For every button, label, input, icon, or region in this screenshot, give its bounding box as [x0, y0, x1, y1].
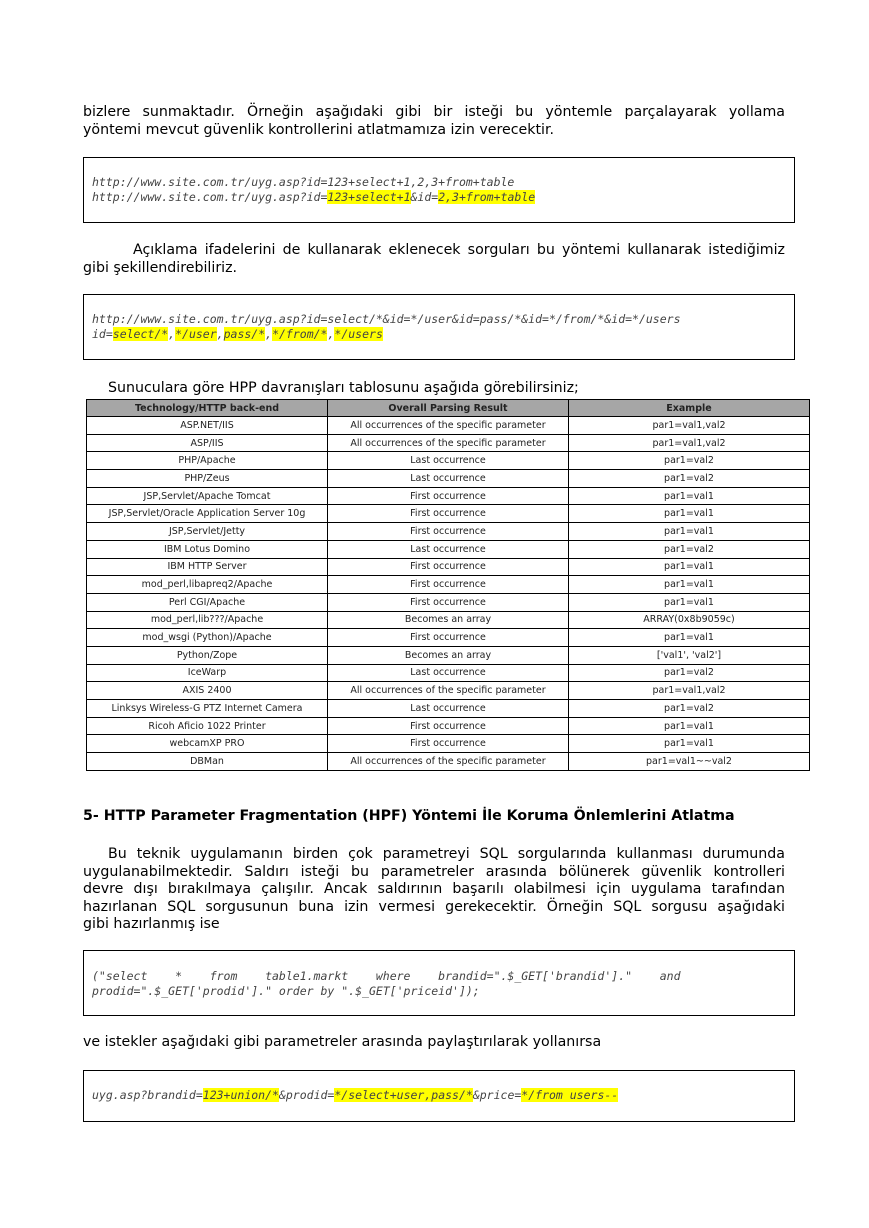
- table-cell: Last occurrence: [328, 664, 569, 682]
- code-3-line-2: prodid=".$_GET['prodid']." order by ".$_GET['priceid']);: [92, 984, 480, 998]
- table-cell: par1=val1: [569, 523, 810, 541]
- table-row: [87, 558, 810, 576]
- table-cell: ['val1', 'val2']: [569, 646, 810, 664]
- table-row: [87, 664, 810, 682]
- highlight: select/*: [112, 327, 169, 341]
- code-2-line-1: http://www.site.com.tr/uyg.asp?id=select/*&id=*/user&id=pass/*&id=*/from/*&id=*/users: [92, 312, 681, 326]
- table-cell: Last occurrence: [328, 700, 569, 718]
- code-text: &price=: [472, 1088, 522, 1102]
- code-text: ,: [265, 327, 273, 341]
- table-cell: par1=val2: [569, 470, 810, 488]
- table-cell: All occurrences of the specific parameter: [328, 417, 569, 435]
- table-cell: DBMan: [87, 753, 328, 771]
- code-block-1: [83, 157, 795, 223]
- table-cell: mod_perl,libapreq2/Apache: [87, 576, 328, 594]
- table-row: [87, 700, 810, 718]
- para-3-line-1: Bu teknik uygulamanın birden çok parametreyi SQL sorgularında kullanması durumunda: [108, 846, 785, 862]
- table-cell: JSP,Servlet/Apache Tomcat: [87, 487, 328, 505]
- table-cell: IBM HTTP Server: [87, 558, 328, 576]
- table-cell: mod_wsgi (Python)/Apache: [87, 629, 328, 647]
- table-cell: par1=val1,val2: [569, 434, 810, 452]
- table-row: [87, 611, 810, 629]
- para-3-line-3: devre dışı bırakılmaya çalışılır. Ancak saldırının başarılı olabilmesi için uygulama tarafından: [83, 881, 785, 897]
- column-header: Example: [569, 400, 810, 417]
- table-cell: All occurrences of the specific parameter: [328, 434, 569, 452]
- highlight: 123+select+1: [327, 190, 411, 204]
- table-cell: par1=val1: [569, 558, 810, 576]
- highlight: */from/*: [272, 327, 328, 341]
- column-header: Overall Parsing Result: [328, 400, 569, 417]
- code-text: uyg.asp?brandid=: [92, 1088, 203, 1102]
- table-row: [87, 434, 810, 452]
- paragraph-2: [83, 242, 785, 277]
- table-row: [87, 593, 810, 611]
- code-text: ,: [327, 327, 335, 341]
- table-cell: ARRAY(0x8b9059c): [569, 611, 810, 629]
- table-cell: All occurrences of the specific parameter: [328, 682, 569, 700]
- code-1-line-2: [92, 190, 535, 204]
- table-cell: Last occurrence: [328, 540, 569, 558]
- table-cell: par1=val1~~val2: [569, 753, 810, 771]
- code-text: http://www.site.com.tr/uyg.asp?id=: [92, 190, 328, 204]
- table-cell: First occurrence: [328, 487, 569, 505]
- code-text: ,: [168, 327, 176, 341]
- table-cell: Last occurrence: [328, 452, 569, 470]
- table-row: [87, 629, 810, 647]
- highlight: 2,3+from+table: [438, 190, 536, 204]
- table-row: [87, 417, 810, 435]
- table-cell: First occurrence: [328, 558, 569, 576]
- table-row: [87, 452, 810, 470]
- table-cell: AXIS 2400: [87, 682, 328, 700]
- code-block-2: [83, 294, 795, 360]
- table-cell: First occurrence: [328, 505, 569, 523]
- para-3-line-5: gibi hazırlanmış ise: [83, 916, 220, 932]
- table-cell: First occurrence: [328, 735, 569, 753]
- section-heading: 5- HTTP Parameter Fragmentation (HPF) Yöntemi İle Koruma Önlemlerini Atlatma: [83, 808, 735, 824]
- code-text: ,: [216, 327, 224, 341]
- table-cell: First occurrence: [328, 717, 569, 735]
- table-cell: All occurrences of the specific parameter: [328, 753, 569, 771]
- hpp-behavior-table: [86, 399, 810, 771]
- highlight: */select+user,pass/*: [334, 1088, 473, 1102]
- table-cell: par1=val1: [569, 576, 810, 594]
- code-text: &id=: [410, 190, 439, 204]
- highlight: */user: [175, 327, 217, 341]
- intro-line-2: yöntemi mevcut güvenlik kontrollerini atlatmamıza izin verecektir.: [83, 121, 555, 138]
- table-cell: ASP.NET/IIS: [87, 417, 328, 435]
- table-cell: par1=val1: [569, 505, 810, 523]
- highlight: */from users--: [521, 1088, 619, 1102]
- code-block-3: [83, 950, 795, 1016]
- intro-line-1: bizlere sunmaktadır. Örneğin aşağıdaki gibi bir isteği bu yöntemle parçalayarak yollama: [83, 104, 785, 120]
- code-3-line-1: ("select * from table1.markt where brandid=".$_GET['brandid']." and: [92, 969, 681, 983]
- table-row: [87, 505, 810, 523]
- paragraph-3: [83, 846, 785, 934]
- table-row: [87, 576, 810, 594]
- intro-paragraph: [83, 104, 785, 139]
- highlight: */users: [334, 327, 383, 341]
- table-cell: par1=val1,val2: [569, 682, 810, 700]
- table-cell: par1=val2: [569, 700, 810, 718]
- code-1-line-1: http://www.site.com.tr/uyg.asp?id=123+select+1,2,3+from+table: [92, 175, 515, 189]
- table-cell: First occurrence: [328, 593, 569, 611]
- code-4-line-1: [92, 1088, 618, 1102]
- para-3-line-4: hazırlanan SQL sorgusunun buna izin vermesi gerekecektir. Örneğin SQL sorgusu aşağıdaki: [83, 898, 785, 915]
- highlight: 123+union/*: [202, 1088, 279, 1102]
- table-cell: First occurrence: [328, 629, 569, 647]
- table-cell: par1=val1: [569, 487, 810, 505]
- table-header-row: [87, 400, 810, 417]
- table-cell: Linksys Wireless-G PTZ Internet Camera: [87, 700, 328, 718]
- highlight: pass/*: [223, 327, 266, 341]
- table-cell: First occurrence: [328, 523, 569, 541]
- table-cell: Ricoh Aficio 1022 Printer: [87, 717, 328, 735]
- table-cell: PHP/Zeus: [87, 470, 328, 488]
- table-cell: par1=val1: [569, 629, 810, 647]
- table-cell: par1=val1,val2: [569, 417, 810, 435]
- table-cell: Becomes an array: [328, 611, 569, 629]
- table-cell: IBM Lotus Domino: [87, 540, 328, 558]
- para-2-line-1: Açıklama ifadelerini de kullanarak eklenecek sorguları bu yöntemi kullanarak istediğimiz: [133, 242, 785, 258]
- table-row: [87, 682, 810, 700]
- table-caption: Sunuculara göre HPP davranışları tablosunu aşağıda görebilirsiniz;: [108, 380, 579, 396]
- table-row: [87, 717, 810, 735]
- table-cell: par1=val1: [569, 717, 810, 735]
- table-row: [87, 470, 810, 488]
- table-cell: Perl CGI/Apache: [87, 593, 328, 611]
- para-2-line-2: gibi şekillendirebiliriz.: [83, 259, 238, 276]
- table-cell: par1=val2: [569, 452, 810, 470]
- table-row: [87, 646, 810, 664]
- table-row: [87, 753, 810, 771]
- table-cell: JSP,Servlet/Jetty: [87, 523, 328, 541]
- table-cell: Python/Zope: [87, 646, 328, 664]
- code-2-line-2: [92, 327, 383, 341]
- code-block-4: [83, 1070, 795, 1122]
- table-cell: IceWarp: [87, 664, 328, 682]
- table-cell: First occurrence: [328, 576, 569, 594]
- table-cell: par1=val2: [569, 664, 810, 682]
- table-cell: par1=val1: [569, 593, 810, 611]
- table-row: [87, 540, 810, 558]
- table-cell: ASP/IIS: [87, 434, 328, 452]
- table-row: [87, 487, 810, 505]
- para-3-line-2: uygulanabilmektedir. Saldırı isteği bu parametreler arasında bölünerek güvenlik kontrolleri: [83, 863, 785, 880]
- column-header: Technology/HTTP back-end: [87, 400, 328, 417]
- table-cell: mod_perl,lib???/Apache: [87, 611, 328, 629]
- table-cell: PHP/Apache: [87, 452, 328, 470]
- table-row: [87, 735, 810, 753]
- table-cell: par1=val2: [569, 540, 810, 558]
- table-row: [87, 523, 810, 541]
- paragraph-4: ve istekler aşağıdaki gibi parametreler arasında paylaştırılarak yollanırsa: [83, 1034, 602, 1050]
- table-cell: JSP,Servlet/Oracle Application Server 10g: [87, 505, 328, 523]
- table-cell: Becomes an array: [328, 646, 569, 664]
- code-text: &prodid=: [278, 1088, 335, 1102]
- code-text: id=: [92, 327, 113, 341]
- table-cell: Last occurrence: [328, 470, 569, 488]
- table-cell: webcamXP PRO: [87, 735, 328, 753]
- table-cell: par1=val1: [569, 735, 810, 753]
